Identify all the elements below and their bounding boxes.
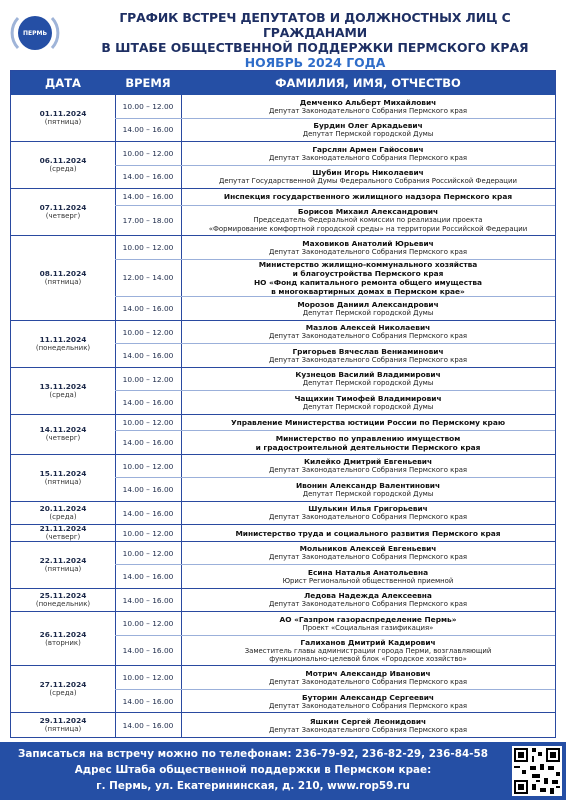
day-date: 21.11.2024 <box>39 524 87 534</box>
title-line-1: ГРАФИК ВСТРЕЧ ДЕПУТАТОВ И ДОЛЖНОСТНЫХ ЛИЦ С ГРАЖДАНАМИ <box>119 10 511 40</box>
slot-time: 14.00 – 16.00 <box>122 572 174 582</box>
participant-name: Кузнецов Василий Владимирович <box>295 370 441 380</box>
participant-position: Депутат Законодательного Собрания Пермского края <box>268 332 468 341</box>
slot-time: 10.00 – 12.00 <box>122 673 174 683</box>
table-row <box>115 415 555 431</box>
slot-participant <box>181 713 555 737</box>
participant-name: Борисов Михаил Александрович <box>297 207 439 217</box>
day-cell <box>11 542 115 589</box>
participant-name: Ивонин Александр Валентинович <box>295 480 441 490</box>
slot-participant <box>181 95 555 118</box>
day-date: 06.11.2024 <box>39 156 87 166</box>
footer-text <box>8 746 498 794</box>
table-row <box>115 166 555 190</box>
day-date: 25.11.2024 <box>39 591 87 601</box>
participant-name: Министерство труда и социального развития Пермского края <box>235 528 501 538</box>
slot-participant <box>181 415 555 430</box>
day-cell <box>11 612 115 666</box>
day-date: 26.11.2024 <box>39 629 87 639</box>
table-row <box>115 321 555 345</box>
participant-position: Депутат Законодательного Собрания Пермского края <box>268 247 468 256</box>
table-row <box>115 502 555 526</box>
slot-participant <box>181 612 555 635</box>
table-row <box>115 589 555 613</box>
participant-name: Министерство по управлению имуществом <box>275 433 461 443</box>
day-date: 22.11.2024 <box>39 555 87 565</box>
table-row <box>115 565 555 589</box>
day-date: 07.11.2024 <box>39 203 87 213</box>
participant-position: Проект «Социальная газификация» <box>302 623 434 632</box>
participant-position: Депутат Пермской городской Думы <box>302 130 434 139</box>
table-row <box>115 297 555 321</box>
day-cell <box>11 368 115 415</box>
slot-participant <box>181 368 555 391</box>
slot-time: 17.00 – 18.00 <box>122 215 174 225</box>
slot-participant <box>181 297 555 320</box>
participant-position: Депутат Пермской городской Думы <box>302 379 434 388</box>
participant-name: Галиханов Дмитрий Кадирович <box>300 637 436 647</box>
page-header <box>0 0 566 68</box>
day-weekday: (среда) <box>49 513 77 522</box>
day-weekday: (пятница) <box>44 277 82 286</box>
day-cell <box>11 236 115 321</box>
table-row <box>115 612 555 636</box>
slot-time: 14.00 – 16.00 <box>122 303 174 313</box>
day-cell <box>11 321 115 368</box>
slot-time: 14.00 – 16.00 <box>122 696 174 706</box>
participant-name: Бурдин Олег Аркадьевич <box>313 121 423 131</box>
participant-position: функционально-целевой блок «Городское хозяйство» <box>269 655 467 664</box>
participant-name: и благоустройства Пермского края <box>292 268 444 278</box>
participant-position: Депутат Законодательного Собрания Пермского края <box>268 677 468 686</box>
slot-participant <box>181 236 555 259</box>
day-cell <box>11 415 115 455</box>
page-footer <box>0 742 566 800</box>
day-cell <box>11 713 115 737</box>
slot-participant <box>181 455 555 478</box>
day-weekday: (понедельник) <box>35 343 91 352</box>
slot-time: 10.00 – 12.00 <box>122 548 174 558</box>
slot-participant <box>181 589 555 612</box>
slot-participant <box>181 206 555 236</box>
participant-name: Шубин Игорь Николаевич <box>312 168 424 178</box>
day-date: 15.11.2024 <box>39 468 87 478</box>
slot-time: 10.00 – 12.00 <box>122 242 174 252</box>
slot-time: 14.00 – 16.00 <box>122 595 174 605</box>
day-date: 11.11.2024 <box>39 334 87 344</box>
participant-name: Морозов Даниил Александрович <box>297 299 439 309</box>
slot-time: 14.00 – 16.00 <box>122 438 174 448</box>
day-cell <box>11 502 115 526</box>
day-date: 13.11.2024 <box>39 381 87 391</box>
slot-time: 14.00 – 16.00 <box>122 720 174 730</box>
participant-position: Депутат Пермской городской Думы <box>302 402 434 411</box>
table-row <box>115 666 555 690</box>
slot-participant <box>181 260 555 297</box>
slot-time: 10.00 – 12.00 <box>122 327 174 337</box>
day-cell <box>11 189 115 236</box>
slot-participant <box>181 666 555 689</box>
participant-name: и градостроительной деятельности Пермского края <box>255 442 481 452</box>
day-cell <box>11 455 115 502</box>
table-row <box>115 713 555 737</box>
day-weekday: (четверг) <box>45 434 81 443</box>
participant-name: Мазлов Алексей Николаевич <box>305 323 431 333</box>
participant-position: Депутат Законодательного Собрания Пермского края <box>268 513 468 522</box>
day-cell <box>11 525 115 541</box>
day-cell <box>11 95 115 142</box>
day-weekday: (пятница) <box>44 477 82 486</box>
slot-participant <box>181 391 555 414</box>
day-date: 01.11.2024 <box>39 109 87 119</box>
slot-participant <box>181 502 555 525</box>
page-title <box>70 10 560 71</box>
table-row <box>115 119 555 143</box>
day-weekday: (четверг) <box>45 533 81 542</box>
slot-participant <box>181 431 555 454</box>
logo-icon <box>10 8 60 58</box>
participant-position: Депутат Законодательного Собрания Пермского края <box>268 701 468 710</box>
day-date: 20.11.2024 <box>39 504 87 514</box>
table-header <box>11 71 555 95</box>
slot-time: 10.00 – 12.00 <box>122 148 174 158</box>
table-row <box>115 690 555 714</box>
schedule-table <box>10 70 556 738</box>
slot-time: 10.00 – 12.00 <box>122 101 174 111</box>
footer-address-label: Адрес Штаба общественной поддержки в Пермском крае: <box>74 764 432 776</box>
table-row <box>115 455 555 479</box>
table-row <box>115 95 555 119</box>
slot-time: 14.00 – 16.00 <box>122 351 174 361</box>
participant-name: Яшкин Сергей Леонидович <box>309 716 427 726</box>
footer-phones: Записаться на встречу можно по телефонам: 236-79-92, 236-82-29, 236-84-58 <box>18 748 488 760</box>
slot-time: 14.00 – 16.00 <box>122 125 174 135</box>
table-row <box>115 142 555 166</box>
participant-name: Ледова Надежда Алексеевна <box>304 591 432 601</box>
title-month: НОЯБРЬ 2024 ГОДА <box>244 55 386 70</box>
day-date: 27.11.2024 <box>39 680 87 690</box>
table-row <box>115 189 555 205</box>
title-line-2: В ШТАБЕ ОБЩЕСТВЕННОЙ ПОДДЕРЖКИ ПЕРМСКОГО КРАЯ <box>101 40 529 55</box>
table-row <box>115 260 555 298</box>
day-weekday: (пятница) <box>44 118 82 127</box>
day-weekday: (среда) <box>49 689 77 698</box>
participant-name: Демченко Альберт Михайлович <box>299 97 437 107</box>
table-row <box>115 431 555 455</box>
slot-participant <box>181 636 555 666</box>
participant-position: Депутат Пермской городской Думы <box>302 489 434 498</box>
slot-participant <box>181 344 555 367</box>
slot-participant <box>181 321 555 344</box>
slot-participant <box>181 525 555 540</box>
participant-name: Министерство жилищно-коммунального хозяйства <box>258 259 478 269</box>
day-weekday: (четверг) <box>45 212 81 221</box>
participant-name: Буторин Александр Сергеевич <box>302 692 434 702</box>
slot-participant <box>181 542 555 565</box>
participant-position: Депутат Законодательного Собрания Пермского края <box>268 725 468 734</box>
participant-name: Килейко Дмитрий Евгеньевич <box>303 457 433 467</box>
participant-position: Депутат Пермской городской Думы <box>302 308 434 317</box>
table-row <box>115 391 555 415</box>
column-header-name: ФАМИЛИЯ, ИМЯ, ОТЧЕСТВО <box>275 76 461 90</box>
day-weekday: (понедельник) <box>35 600 91 609</box>
slot-time: 14.00 – 16.00 <box>122 508 174 518</box>
slot-time: 10.00 – 12.00 <box>122 418 174 428</box>
day-cell <box>11 666 115 713</box>
slot-participant <box>181 119 555 142</box>
day-weekday: (пятница) <box>44 725 82 734</box>
slot-participant <box>181 189 555 204</box>
slot-time: 14.00 – 16.00 <box>122 646 174 656</box>
day-cell <box>11 589 115 613</box>
participant-position: Депутат Законодательного Собрания Пермского края <box>268 355 468 364</box>
participant-position: Председатель Федеральной комиссии по реализации проекта <box>253 216 483 225</box>
table-row <box>115 344 555 368</box>
participant-position: Депутат Законодательного Собрания Пермского края <box>268 153 468 162</box>
participant-name: Мотрич Александр Иванович <box>305 668 431 678</box>
participant-position: Депутат Законодательного Собрания Пермского края <box>268 553 468 562</box>
participant-name: Управление Министерства юстиции России по Пермскому краю <box>230 418 506 428</box>
slot-time: 12.00 – 14.00 <box>122 273 174 283</box>
participant-position: Депутат Законодательного Собрания Пермского края <box>268 106 468 115</box>
qr-code-icon <box>512 746 562 796</box>
slot-time: 14.00 – 16.00 <box>122 192 174 202</box>
slot-participant <box>181 565 555 588</box>
day-date: 08.11.2024 <box>39 268 87 278</box>
slot-time: 14.00 – 16.00 <box>122 485 174 495</box>
participant-name: Есина Наталья Анатольевна <box>307 567 429 577</box>
table-row <box>115 636 555 667</box>
slot-participant <box>181 166 555 189</box>
day-weekday: (вторник) <box>45 638 81 647</box>
slot-time: 10.00 – 12.00 <box>122 528 174 538</box>
participant-name: Шулькин Илья Григорьевич <box>308 504 428 514</box>
day-date: 14.11.2024 <box>39 425 87 435</box>
column-header-time: ВРЕМЯ <box>125 76 171 90</box>
participant-position: Депутат Государственной Думы Федерального Собрания Российской Федерации <box>219 177 517 186</box>
day-weekday: (среда) <box>49 165 77 174</box>
slot-participant <box>181 478 555 501</box>
table-row <box>115 542 555 566</box>
logo-text: ПЕРМЬ <box>22 30 48 37</box>
participant-name: Григорьев Вячеслав Вениаминович <box>292 346 444 356</box>
day-weekday: (среда) <box>49 390 77 399</box>
participant-name: Маховиков Анатолий Юрьевич <box>302 238 434 248</box>
slot-time: 10.00 – 12.00 <box>122 461 174 471</box>
footer-address: г. Пермь, ул. Екатерининская, д. 210, www.rop59.ru <box>96 780 410 792</box>
day-weekday: (пятница) <box>44 564 82 573</box>
slot-time: 10.00 – 12.00 <box>122 374 174 384</box>
slot-time: 10.00 – 12.00 <box>122 619 174 629</box>
table-row <box>115 206 555 237</box>
table-row <box>115 236 555 260</box>
slot-participant <box>181 690 555 713</box>
table-row <box>115 525 555 541</box>
participant-name: Гарслян Армен Гайосович <box>312 144 424 154</box>
slot-time: 14.00 – 16.00 <box>122 172 174 182</box>
slot-time: 14.00 – 16.00 <box>122 398 174 408</box>
participant-name: в многоквартирных домах в Пермском крае» <box>271 286 465 296</box>
table-row <box>115 478 555 502</box>
day-date: 29.11.2024 <box>39 716 87 726</box>
participant-position: Заместитель главы администрации города Перми, возглавляющий <box>244 646 492 655</box>
slot-participant <box>181 142 555 165</box>
day-cell <box>11 142 115 189</box>
participant-name: Инспекция государственного жилищного надзора Пермского края <box>223 192 513 202</box>
participant-position: Юрист Региональной общественной приемной <box>282 576 454 585</box>
participant-name: Чащихин Тимофей Владимирович <box>294 393 442 403</box>
participant-name: АО «Газпром газораспределение Пермь» <box>279 614 457 624</box>
participant-name: Мольников Алексей Евгеньевич <box>299 544 437 554</box>
participant-position: Депутат Законодательного Собрания Пермского края <box>268 600 468 609</box>
table-row <box>115 368 555 392</box>
participant-name: НО «Фонд капитального ремонта общего имущества <box>253 277 483 287</box>
column-header-date: ДАТА <box>45 76 81 90</box>
participant-position: «Формирование комфортной городской среды» на территории Российской Федерации <box>208 224 528 233</box>
participant-position: Депутат Законодательного Собрания Пермского края <box>268 466 468 475</box>
